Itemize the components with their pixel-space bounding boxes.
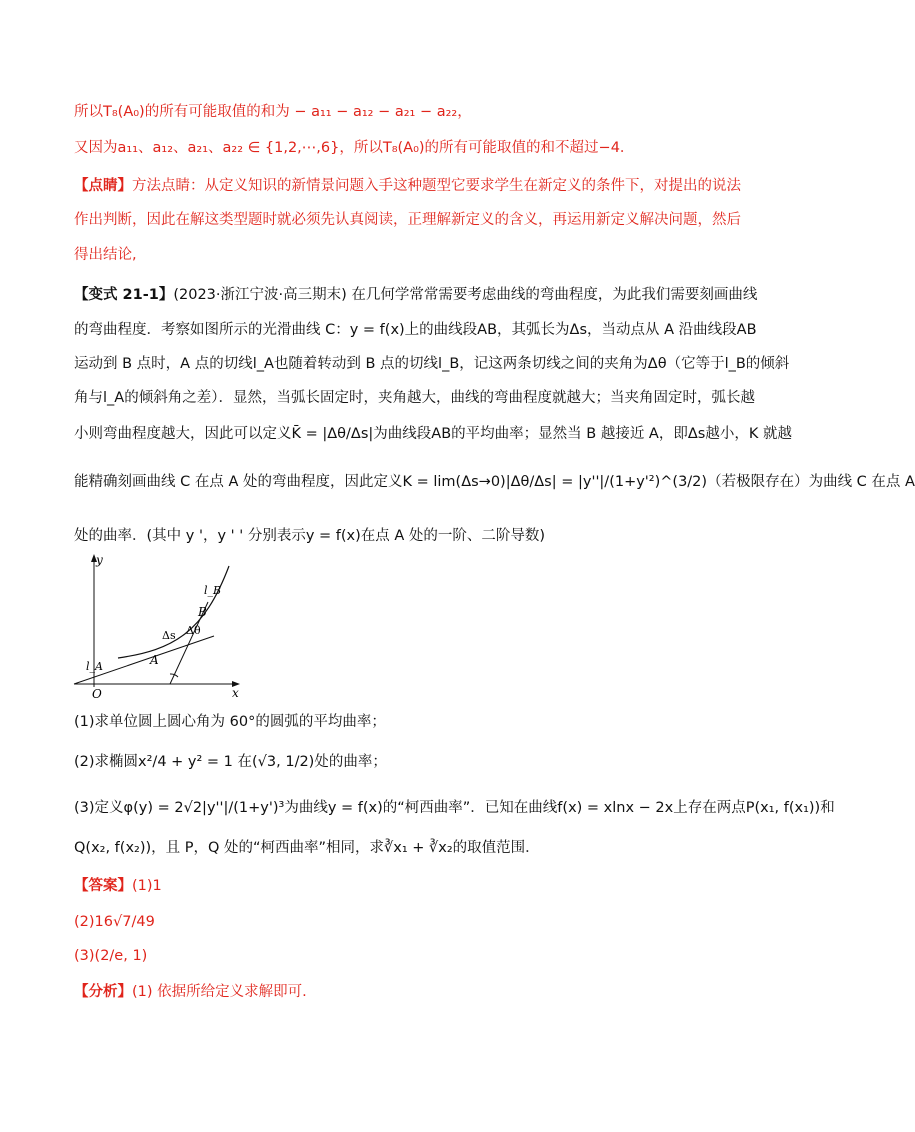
- y-axis-label: y: [96, 553, 103, 567]
- answer-line-1: [74, 876, 734, 896]
- answer-1: (1)1: [132, 878, 162, 894]
- analysis-text: (1) 依据所给定义求解即可.: [132, 984, 307, 1000]
- point-B-label: B: [198, 605, 207, 619]
- answer-3: (3)(2/e, 1): [74, 948, 148, 964]
- delta-s-label: Δs: [162, 629, 176, 642]
- comment-line-3: 得出结论,: [74, 247, 137, 263]
- answer-2: (2)16√7/49: [74, 914, 155, 930]
- comment-label: 【点睛】: [74, 178, 132, 194]
- answer-label: 【答案】: [74, 878, 132, 894]
- problem-line-7: 处的曲率．(其中 y '，y ' ' 分别表示y = f(x)在点 A 处的一阶、二阶导数): [74, 528, 546, 544]
- prev-solution-line-2: 又因为a₁₁、a₁₂、a₂₁、a₂₂ ∈ {1,2,⋯,6}，所以T₈(A₀)的所有可能取值的和不超过−4．: [74, 140, 635, 156]
- problem-line-1: [74, 285, 758, 305]
- lB-label: l_B: [204, 584, 222, 597]
- problem-line-5: 小则弯曲程度越大，因此可以定义K̄ = |Δθ/Δs|为曲线段AB的平均曲率；显然当 B 越接近 A，即Δs越小，K 就越: [74, 426, 792, 442]
- analysis-label: 【分析】: [74, 984, 132, 1000]
- problem-tag: 【变式 21-1】: [74, 287, 174, 303]
- question-3-line-2: Q(x₂, f(x₂))，且 P，Q 处的“柯西曲率”相同，求∛x₁ + ∛x₂的取值范围．: [74, 840, 540, 856]
- problem-line-4: 角与l_A的倾斜角之差）．显然，当弧长固定时，夹角越大，曲线的弯曲程度就越大；当夹角固定时，弧长越: [74, 390, 755, 406]
- problem-line-6: 能精确刻画曲线 C 在点 A 处的弯曲程度，因此定义K = lim(Δs→0)|Δθ/Δs| = |y''|/(1+y'²)^(3/2)（若极限存在）为曲线 C 在点 A: [74, 474, 915, 490]
- comment-line-2: 作出判断，因此在解这类型题时就必须先认真阅读，正理解新定义的含义，再运用新定义解决问题，然后: [74, 212, 741, 228]
- problem-line-2: 的弯曲程度．考察如图所示的光滑曲线 C：y = f(x)上的曲线段AB，其弧长为Δs，当动点从 A 沿曲线段AB: [74, 322, 757, 338]
- question-2: (2)求椭圆x²/4 + y² = 1 在(√3, 1/2)处的曲率；: [74, 754, 387, 770]
- problem-text-1: 在几何学常常需要考虑曲线的弯曲程度，为此我们需要刻画曲线: [351, 287, 758, 303]
- question-3-line-1: (3)定义φ(y) = 2√2|y''|/(1+y')³为曲线y = f(x)的“柯西曲率”．已知在曲线f(x) = xlnx − 2x上存在两点P(x₁, f(x₁))和: [74, 800, 835, 816]
- curvature-figure: [74, 552, 254, 700]
- analysis-line: [74, 982, 734, 1002]
- x-axis-label: x: [232, 686, 239, 700]
- problem-line-3: 运动到 B 点时，A 点的切线l_A也随着转动到 B 点的切线l_B，记这两条切线之间的夹角为Δθ（它等于l_B的倾斜: [74, 356, 790, 372]
- point-A-label: A: [150, 653, 159, 667]
- comment-text-1: 方法点睛：从定义知识的新情景问题入手这种题型它要求学生在新定义的条件下，对提出的说法: [132, 178, 741, 194]
- question-1: (1)求单位圆上圆心角为 60°的圆弧的平均曲率；: [74, 714, 386, 730]
- origin-label: O: [92, 687, 102, 701]
- comment-line-1: [74, 176, 741, 196]
- problem-source: (2023·浙江宁波·高三期末): [173, 287, 347, 303]
- smooth-curve: [118, 566, 229, 658]
- delta-theta-label: Δθ: [186, 624, 201, 637]
- lA-label: l_A: [86, 660, 103, 673]
- prev-solution-line-1: 所以T₈(A₀)的所有可能取值的和为 − a₁₁ − a₁₂ − a₂₁ − a₂₂，: [74, 104, 472, 120]
